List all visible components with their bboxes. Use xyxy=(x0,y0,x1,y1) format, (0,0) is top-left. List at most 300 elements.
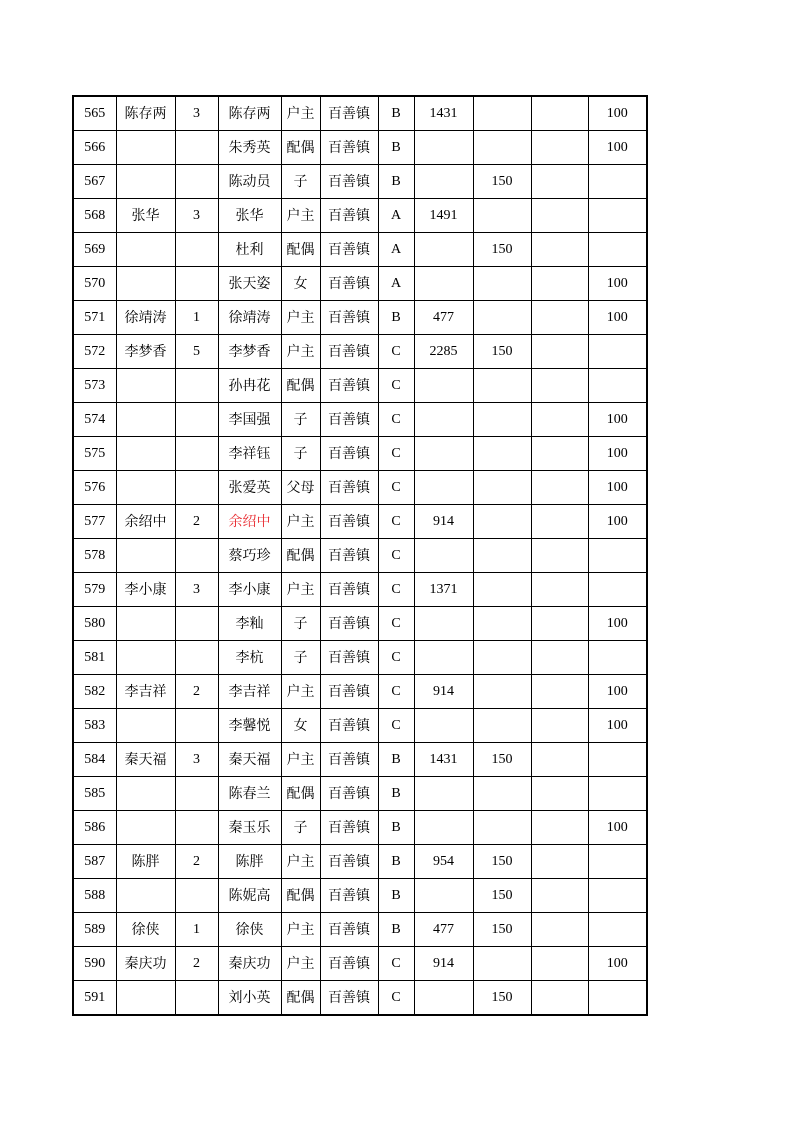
row-number-cell: 567 xyxy=(73,165,116,199)
grade-cell: C xyxy=(378,471,414,505)
amount-3-cell xyxy=(531,879,588,913)
table-row xyxy=(73,96,647,131)
table-row xyxy=(73,369,647,403)
amount-1-cell xyxy=(414,981,473,1016)
town-cell: 百善镇 xyxy=(320,913,378,947)
amount-3-cell xyxy=(531,267,588,301)
household-size-cell xyxy=(175,131,218,165)
amount-4-cell: 100 xyxy=(588,607,647,641)
table-row xyxy=(73,199,647,233)
grade-cell: C xyxy=(378,709,414,743)
grade-cell: C xyxy=(378,539,414,573)
row-number-cell: 575 xyxy=(73,437,116,471)
household-size-cell xyxy=(175,233,218,267)
relation-cell: 子 xyxy=(281,811,320,845)
row-number-cell: 582 xyxy=(73,675,116,709)
row-number-cell: 584 xyxy=(73,743,116,777)
amount-2-cell: 150 xyxy=(473,981,531,1016)
amount-4-cell xyxy=(588,335,647,369)
amount-2-cell xyxy=(473,777,531,811)
row-number-cell: 589 xyxy=(73,913,116,947)
town-cell: 百善镇 xyxy=(320,641,378,675)
household-head-cell xyxy=(116,811,175,845)
amount-1-cell: 477 xyxy=(414,301,473,335)
town-cell: 百善镇 xyxy=(320,981,378,1016)
amount-4-cell: 100 xyxy=(588,947,647,981)
amount-4-cell: 100 xyxy=(588,131,647,165)
grade-cell: C xyxy=(378,369,414,403)
amount-1-cell xyxy=(414,607,473,641)
member-name-cell: 李杭 xyxy=(218,641,281,675)
amount-1-cell: 914 xyxy=(414,505,473,539)
town-cell: 百善镇 xyxy=(320,811,378,845)
amount-3-cell xyxy=(531,675,588,709)
table-row xyxy=(73,573,647,607)
amount-2-cell: 150 xyxy=(473,845,531,879)
amount-1-cell: 954 xyxy=(414,845,473,879)
grade-cell: C xyxy=(378,641,414,675)
grade-cell: C xyxy=(378,981,414,1016)
table-row xyxy=(73,641,647,675)
amount-3-cell xyxy=(531,131,588,165)
town-cell: 百善镇 xyxy=(320,165,378,199)
amount-1-cell xyxy=(414,165,473,199)
grade-cell: A xyxy=(378,267,414,301)
household-head-cell: 秦天福 xyxy=(116,743,175,777)
relation-cell: 户主 xyxy=(281,743,320,777)
grade-cell: A xyxy=(378,233,414,267)
row-number-cell: 568 xyxy=(73,199,116,233)
amount-3-cell xyxy=(531,641,588,675)
household-size-cell xyxy=(175,403,218,437)
amount-4-cell: 100 xyxy=(588,709,647,743)
relation-cell: 户主 xyxy=(281,573,320,607)
member-name-cell: 李梦香 xyxy=(218,335,281,369)
amount-4-cell: 100 xyxy=(588,811,647,845)
grade-cell: C xyxy=(378,573,414,607)
town-cell: 百善镇 xyxy=(320,879,378,913)
household-head-cell xyxy=(116,437,175,471)
amount-4-cell: 100 xyxy=(588,96,647,131)
table-row xyxy=(73,131,647,165)
table-row xyxy=(73,437,647,471)
household-head-cell xyxy=(116,165,175,199)
table-row xyxy=(73,777,647,811)
relation-cell: 户主 xyxy=(281,199,320,233)
household-size-cell: 2 xyxy=(175,947,218,981)
household-head-cell xyxy=(116,267,175,301)
amount-1-cell xyxy=(414,709,473,743)
member-name-cell: 陈妮高 xyxy=(218,879,281,913)
amount-2-cell: 150 xyxy=(473,913,531,947)
household-head-cell xyxy=(116,369,175,403)
relation-cell: 配偶 xyxy=(281,369,320,403)
member-name-cell: 秦庆功 xyxy=(218,947,281,981)
household-size-cell: 1 xyxy=(175,913,218,947)
member-name-cell: 李馨悦 xyxy=(218,709,281,743)
amount-4-cell xyxy=(588,743,647,777)
town-cell: 百善镇 xyxy=(320,743,378,777)
grade-cell: C xyxy=(378,437,414,471)
town-cell: 百善镇 xyxy=(320,539,378,573)
household-size-cell xyxy=(175,165,218,199)
relation-cell: 户主 xyxy=(281,845,320,879)
row-number-cell: 576 xyxy=(73,471,116,505)
member-name-cell: 张爱英 xyxy=(218,471,281,505)
town-cell: 百善镇 xyxy=(320,335,378,369)
town-cell: 百善镇 xyxy=(320,845,378,879)
relation-cell: 子 xyxy=(281,641,320,675)
household-head-cell: 张华 xyxy=(116,199,175,233)
member-name-cell: 李国强 xyxy=(218,403,281,437)
town-cell: 百善镇 xyxy=(320,437,378,471)
amount-2-cell xyxy=(473,403,531,437)
row-number-cell: 590 xyxy=(73,947,116,981)
amount-4-cell xyxy=(588,879,647,913)
relation-cell: 配偶 xyxy=(281,233,320,267)
amount-4-cell xyxy=(588,233,647,267)
amount-2-cell xyxy=(473,641,531,675)
household-size-cell: 3 xyxy=(175,96,218,131)
amount-3-cell xyxy=(531,199,588,233)
household-head-cell: 余绍中 xyxy=(116,505,175,539)
amount-1-cell xyxy=(414,471,473,505)
relation-cell: 子 xyxy=(281,165,320,199)
amount-3-cell xyxy=(531,471,588,505)
amount-3-cell xyxy=(531,981,588,1016)
row-number-cell: 580 xyxy=(73,607,116,641)
amount-4-cell: 100 xyxy=(588,403,647,437)
town-cell: 百善镇 xyxy=(320,505,378,539)
amount-1-cell xyxy=(414,641,473,675)
relation-cell: 配偶 xyxy=(281,539,320,573)
amount-2-cell xyxy=(473,811,531,845)
member-name-cell: 陈胖 xyxy=(218,845,281,879)
table-row xyxy=(73,505,647,539)
grade-cell: B xyxy=(378,131,414,165)
amount-4-cell: 100 xyxy=(588,301,647,335)
grade-cell: B xyxy=(378,96,414,131)
town-cell: 百善镇 xyxy=(320,607,378,641)
household-head-cell: 李吉祥 xyxy=(116,675,175,709)
amount-4-cell: 100 xyxy=(588,267,647,301)
amount-4-cell: 100 xyxy=(588,471,647,505)
household-head-cell xyxy=(116,471,175,505)
table-row xyxy=(73,301,647,335)
amount-3-cell xyxy=(531,947,588,981)
row-number-cell: 586 xyxy=(73,811,116,845)
town-cell: 百善镇 xyxy=(320,947,378,981)
relation-cell: 父母 xyxy=(281,471,320,505)
relation-cell: 配偶 xyxy=(281,131,320,165)
household-size-cell: 3 xyxy=(175,743,218,777)
amount-3-cell xyxy=(531,437,588,471)
member-name-cell: 徐靖涛 xyxy=(218,301,281,335)
household-head-cell xyxy=(116,403,175,437)
member-name-cell: 刘小英 xyxy=(218,981,281,1016)
relation-cell: 户主 xyxy=(281,335,320,369)
household-size-cell xyxy=(175,607,218,641)
amount-4-cell xyxy=(588,199,647,233)
amount-3-cell xyxy=(531,777,588,811)
amount-2-cell xyxy=(473,96,531,131)
row-number-cell: 573 xyxy=(73,369,116,403)
member-name-cell: 陈春兰 xyxy=(218,777,281,811)
relation-cell: 户主 xyxy=(281,96,320,131)
grade-cell: B xyxy=(378,777,414,811)
amount-2-cell xyxy=(473,301,531,335)
amount-3-cell xyxy=(531,811,588,845)
household-head-cell xyxy=(116,981,175,1016)
household-head-cell xyxy=(116,879,175,913)
row-number-cell: 581 xyxy=(73,641,116,675)
household-size-cell: 2 xyxy=(175,505,218,539)
household-size-cell: 2 xyxy=(175,845,218,879)
amount-2-cell xyxy=(473,675,531,709)
relation-cell: 子 xyxy=(281,403,320,437)
household-head-cell xyxy=(116,539,175,573)
amount-2-cell: 150 xyxy=(473,743,531,777)
household-head-cell: 陈胖 xyxy=(116,845,175,879)
member-name-cell: 李吉祥 xyxy=(218,675,281,709)
household-size-cell: 5 xyxy=(175,335,218,369)
table-row xyxy=(73,607,647,641)
relation-cell: 户主 xyxy=(281,505,320,539)
amount-2-cell xyxy=(473,131,531,165)
town-cell: 百善镇 xyxy=(320,573,378,607)
household-size-cell: 2 xyxy=(175,675,218,709)
row-number-cell: 571 xyxy=(73,301,116,335)
table-row xyxy=(73,539,647,573)
amount-3-cell xyxy=(531,539,588,573)
amount-1-cell: 1491 xyxy=(414,199,473,233)
amount-2-cell xyxy=(473,369,531,403)
amount-1-cell xyxy=(414,369,473,403)
grade-cell: B xyxy=(378,879,414,913)
row-number-cell: 565 xyxy=(73,96,116,131)
amount-1-cell: 1431 xyxy=(414,96,473,131)
table-body xyxy=(73,96,647,1015)
amount-1-cell xyxy=(414,403,473,437)
household-head-cell: 陈存两 xyxy=(116,96,175,131)
row-number-cell: 585 xyxy=(73,777,116,811)
amount-1-cell xyxy=(414,539,473,573)
household-size-cell xyxy=(175,709,218,743)
amount-2-cell xyxy=(473,471,531,505)
relation-cell: 女 xyxy=(281,267,320,301)
amount-4-cell xyxy=(588,573,647,607)
table-row xyxy=(73,403,647,437)
member-name-cell: 余绍中 xyxy=(218,505,281,539)
household-head-cell: 李梦香 xyxy=(116,335,175,369)
amount-1-cell xyxy=(414,879,473,913)
row-number-cell: 577 xyxy=(73,505,116,539)
household-size-cell xyxy=(175,539,218,573)
member-name-cell: 张华 xyxy=(218,199,281,233)
amount-4-cell xyxy=(588,913,647,947)
member-name-cell: 张天姿 xyxy=(218,267,281,301)
amount-1-cell xyxy=(414,777,473,811)
amount-2-cell: 150 xyxy=(473,165,531,199)
town-cell: 百善镇 xyxy=(320,369,378,403)
relation-cell: 女 xyxy=(281,709,320,743)
town-cell: 百善镇 xyxy=(320,131,378,165)
household-size-cell xyxy=(175,267,218,301)
amount-2-cell xyxy=(473,947,531,981)
amount-1-cell xyxy=(414,233,473,267)
amount-3-cell xyxy=(531,233,588,267)
grade-cell: B xyxy=(378,301,414,335)
amount-4-cell xyxy=(588,845,647,879)
amount-4-cell: 100 xyxy=(588,437,647,471)
table-row xyxy=(73,233,647,267)
relation-cell: 配偶 xyxy=(281,879,320,913)
amount-4-cell: 100 xyxy=(588,505,647,539)
table-row xyxy=(73,913,647,947)
town-cell: 百善镇 xyxy=(320,301,378,335)
household-size-cell xyxy=(175,437,218,471)
row-number-cell: 570 xyxy=(73,267,116,301)
amount-3-cell xyxy=(531,301,588,335)
row-number-cell: 587 xyxy=(73,845,116,879)
grade-cell: A xyxy=(378,199,414,233)
table-row xyxy=(73,845,647,879)
amount-1-cell: 914 xyxy=(414,947,473,981)
relation-cell: 配偶 xyxy=(281,981,320,1016)
household-size-cell xyxy=(175,811,218,845)
town-cell: 百善镇 xyxy=(320,233,378,267)
household-head-cell xyxy=(116,709,175,743)
row-number-cell: 574 xyxy=(73,403,116,437)
member-name-cell: 杜利 xyxy=(218,233,281,267)
amount-3-cell xyxy=(531,335,588,369)
town-cell: 百善镇 xyxy=(320,96,378,131)
relation-cell: 子 xyxy=(281,607,320,641)
amount-1-cell xyxy=(414,267,473,301)
amount-2-cell xyxy=(473,709,531,743)
relation-cell: 子 xyxy=(281,437,320,471)
member-name-cell: 孙冉花 xyxy=(218,369,281,403)
amount-3-cell xyxy=(531,913,588,947)
member-name-cell: 徐侠 xyxy=(218,913,281,947)
amount-2-cell xyxy=(473,573,531,607)
grade-cell: C xyxy=(378,505,414,539)
grade-cell: B xyxy=(378,165,414,199)
member-name-cell: 蔡巧珍 xyxy=(218,539,281,573)
row-number-cell: 579 xyxy=(73,573,116,607)
relation-cell: 配偶 xyxy=(281,777,320,811)
amount-4-cell xyxy=(588,981,647,1016)
town-cell: 百善镇 xyxy=(320,709,378,743)
amount-1-cell xyxy=(414,437,473,471)
member-name-cell: 李籼 xyxy=(218,607,281,641)
household-head-cell: 徐侠 xyxy=(116,913,175,947)
amount-3-cell xyxy=(531,607,588,641)
amount-2-cell xyxy=(473,267,531,301)
household-size-cell xyxy=(175,879,218,913)
town-cell: 百善镇 xyxy=(320,777,378,811)
amount-3-cell xyxy=(531,165,588,199)
amount-1-cell xyxy=(414,131,473,165)
row-number-cell: 588 xyxy=(73,879,116,913)
household-size-cell: 3 xyxy=(175,573,218,607)
amount-3-cell xyxy=(531,403,588,437)
grade-cell: B xyxy=(378,811,414,845)
household-head-cell xyxy=(116,607,175,641)
grade-cell: C xyxy=(378,607,414,641)
household-head-cell: 李小康 xyxy=(116,573,175,607)
row-number-cell: 566 xyxy=(73,131,116,165)
town-cell: 百善镇 xyxy=(320,403,378,437)
amount-4-cell xyxy=(588,165,647,199)
amount-3-cell xyxy=(531,96,588,131)
amount-2-cell xyxy=(473,437,531,471)
household-head-cell xyxy=(116,641,175,675)
amount-2-cell xyxy=(473,199,531,233)
amount-4-cell xyxy=(588,777,647,811)
amount-1-cell xyxy=(414,811,473,845)
amount-3-cell xyxy=(531,709,588,743)
household-size-cell xyxy=(175,777,218,811)
household-size-cell xyxy=(175,369,218,403)
amount-1-cell: 2285 xyxy=(414,335,473,369)
amount-3-cell xyxy=(531,369,588,403)
member-name-cell: 秦玉乐 xyxy=(218,811,281,845)
relation-cell: 户主 xyxy=(281,301,320,335)
grade-cell: C xyxy=(378,947,414,981)
household-head-cell xyxy=(116,233,175,267)
row-number-cell: 583 xyxy=(73,709,116,743)
amount-1-cell: 914 xyxy=(414,675,473,709)
row-number-cell: 578 xyxy=(73,539,116,573)
row-number-cell: 591 xyxy=(73,981,116,1016)
household-head-cell xyxy=(116,131,175,165)
table-row xyxy=(73,471,647,505)
member-name-cell: 陈存两 xyxy=(218,96,281,131)
relation-cell: 户主 xyxy=(281,913,320,947)
member-name-cell: 李小康 xyxy=(218,573,281,607)
table-row xyxy=(73,743,647,777)
grade-cell: B xyxy=(378,743,414,777)
relation-cell: 户主 xyxy=(281,947,320,981)
table-row xyxy=(73,981,647,1016)
relation-cell: 户主 xyxy=(281,675,320,709)
household-size-cell xyxy=(175,641,218,675)
amount-4-cell xyxy=(588,369,647,403)
household-head-cell: 秦庆功 xyxy=(116,947,175,981)
town-cell: 百善镇 xyxy=(320,675,378,709)
table-row xyxy=(73,709,647,743)
amount-4-cell xyxy=(588,641,647,675)
row-number-cell: 572 xyxy=(73,335,116,369)
amount-3-cell xyxy=(531,743,588,777)
amount-1-cell: 1371 xyxy=(414,573,473,607)
amount-2-cell xyxy=(473,505,531,539)
amount-2-cell: 150 xyxy=(473,335,531,369)
grade-cell: C xyxy=(378,675,414,709)
amount-3-cell xyxy=(531,573,588,607)
town-cell: 百善镇 xyxy=(320,267,378,301)
amount-2-cell xyxy=(473,607,531,641)
amount-2-cell xyxy=(473,539,531,573)
amount-3-cell xyxy=(531,505,588,539)
amount-2-cell: 150 xyxy=(473,879,531,913)
table-row xyxy=(73,165,647,199)
table-row xyxy=(73,947,647,981)
household-head-cell xyxy=(116,777,175,811)
grade-cell: B xyxy=(378,913,414,947)
member-name-cell: 陈动员 xyxy=(218,165,281,199)
